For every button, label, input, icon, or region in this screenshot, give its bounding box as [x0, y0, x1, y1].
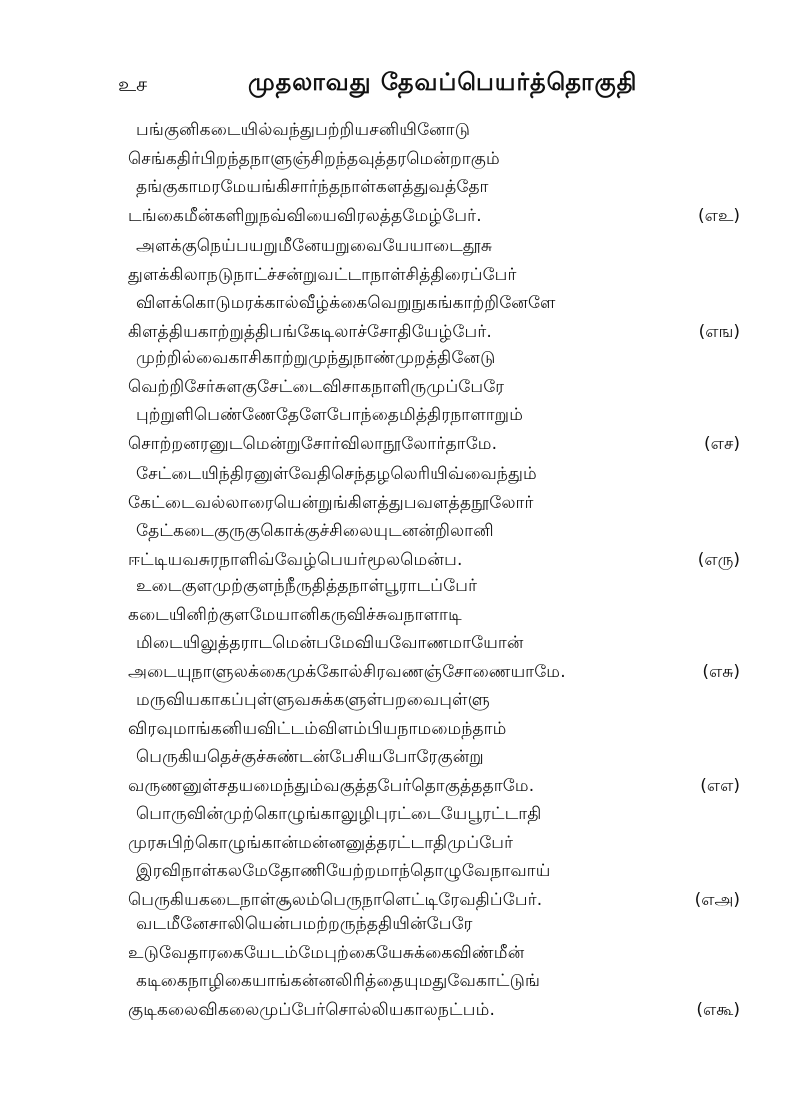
verse-line: விளக்கொடுமரக்கால்வீழ்க்கைவெறுநுகங்காற்றினேளே	[136, 293, 556, 313]
verse-line: கடையினிற்குளமேயானிகருவிச்சுவநாளாடி	[128, 604, 462, 625]
verse-line: தங்குகாமரமேயங்கிசார்ந்தநாள்களத்துவத்தோ	[136, 177, 489, 197]
verse-number: (எரு)	[697, 550, 740, 570]
verse-number: (எகூ)	[696, 1000, 740, 1020]
verse-line: மருவியகாகப்புள்ளுவசுக்களுள்பறவைபுள்ளு	[136, 690, 490, 710]
verse-line: ஈட்டியவசுரநாளிவ்வேழ்பெயர்மூலமென்ப.	[128, 549, 463, 570]
verse-line: வருணனுள்சதயமைந்தும்வகுத்தபேர்தொகுத்ததாமே.	[128, 775, 535, 796]
verse-block	[128, 116, 748, 230]
verse-line: சொற்றனரனுடமென்றுசோர்விலாநூலோர்தாமே.	[128, 433, 498, 454]
verse-number: (எசு)	[702, 662, 740, 682]
verse-line: டங்கைமீன்களிறுநவ்வியைவிரலத்தமேழ்பேர்.	[128, 205, 482, 226]
verse-line: அளக்குநெய்பயறுமீனேயறுவையேயாடைதூசு	[136, 236, 493, 256]
verse-line: மிடையிலுத்தராடமென்பமேவியவோணமாயோன்	[136, 633, 524, 653]
page-header	[0, 68, 800, 108]
page-number: உச	[118, 72, 148, 96]
verse-number: (எஅ)	[694, 890, 740, 910]
verse-block	[128, 910, 748, 1024]
verse-number: (எங)	[698, 322, 740, 342]
verse-number: (எஉ)	[698, 206, 740, 226]
verse-line: கிளத்தியகாற்றுத்திபங்கேடிலாச்சோதியேழ்பேர்.	[128, 321, 493, 342]
verse-line: தேட்கடைகுருகுகொக்குச்சிலையுடனன்றிலானி	[136, 521, 494, 541]
verse-line: சேட்டையிந்திரனுள்வேதிசெந்தழலெரியிவ்வைந்தும்	[136, 464, 537, 484]
verse-line: அடையுநாளுலக்கைமுக்கோல்சிரவணஞ்சோணையாமே.	[128, 661, 566, 682]
verse-line: புற்றுளிபெண்ணேதேளேபோந்தைமித்திரநாளாறும்	[136, 405, 524, 425]
verse-line: கேட்டைவல்லாரையென்றுங்கிளத்துபவளத்தநூலோர்	[128, 492, 534, 513]
verse-block	[128, 460, 748, 574]
verse-line: உடைகுளமுற்குளந்நீருதித்தநாள்பூராடப்பேர்	[136, 576, 478, 596]
verse-block	[128, 572, 748, 686]
verse-line: இரவிநாள்கலமேதோணியேற்றமாந்தொழுவேநாவாய்	[136, 861, 551, 881]
verse-line: வெற்றிசேர்சுளகுசேட்டைவிசாகநாளிருமுப்பேரே	[128, 376, 505, 397]
verse-line: முரசுபிற்கொழுங்கான்மன்னனுத்தரட்டாதிமுப்பேர்	[128, 832, 514, 853]
page-title: முதலாவது தேவப்பெயர்த்தொகுதி	[248, 68, 638, 96]
verse-block	[128, 344, 748, 458]
verse-line: துளக்கிலாநடுநாட்ச்சன்றுவட்டாநாள்சித்திரைப்பேர்	[128, 264, 517, 285]
verse-line: வடமீனேசாலியென்பமற்றருந்ததியின்பேரே	[136, 914, 473, 934]
verse-line: பெருகியதெச்குச்சுண்டன்பேசியபோரேகுன்று	[136, 747, 484, 767]
verse-line: பொருவின்முற்கொழுங்காலுழிபுரட்டையேபூரட்டாதி	[136, 804, 542, 824]
verse-line: கடிகைநாழிகையாங்கன்னலிரித்தையுமதுவேகாட்டுங்	[136, 971, 541, 991]
verse-number: (எஎ)	[700, 776, 740, 796]
verse-line: முற்றில்வைகாசிகாற்றுமுந்துநாண்முறத்தினேடு	[136, 348, 496, 368]
verse-line: பங்குனிகடையில்வந்துபற்றியசனியினோடு	[136, 120, 471, 140]
verse-line: செங்கதிர்பிறந்தநாளுஞ்சிறந்தவுத்தரமென்றாகும்	[128, 148, 500, 169]
verse-line: விரவுமாங்கனியவிட்டம்விளம்பியநாமமைந்தாம்	[128, 718, 507, 739]
verse-line: குடிகலைவிகலைமுப்பேர்சொல்லியகாலநட்பம்.	[128, 999, 496, 1020]
verse-block	[128, 686, 748, 800]
verse-block	[128, 800, 748, 914]
verse-block	[128, 232, 748, 346]
verse-number: (எச)	[704, 434, 740, 454]
verse-line: உடுவேதாரகையேடம்மேபுற்கையேசுக்கைவிண்மீன்	[128, 942, 525, 963]
verse-line: பெருகியகடைநாள்சூலம்பெருநாளெட்டிரேவதிப்பேர்.	[128, 889, 543, 910]
